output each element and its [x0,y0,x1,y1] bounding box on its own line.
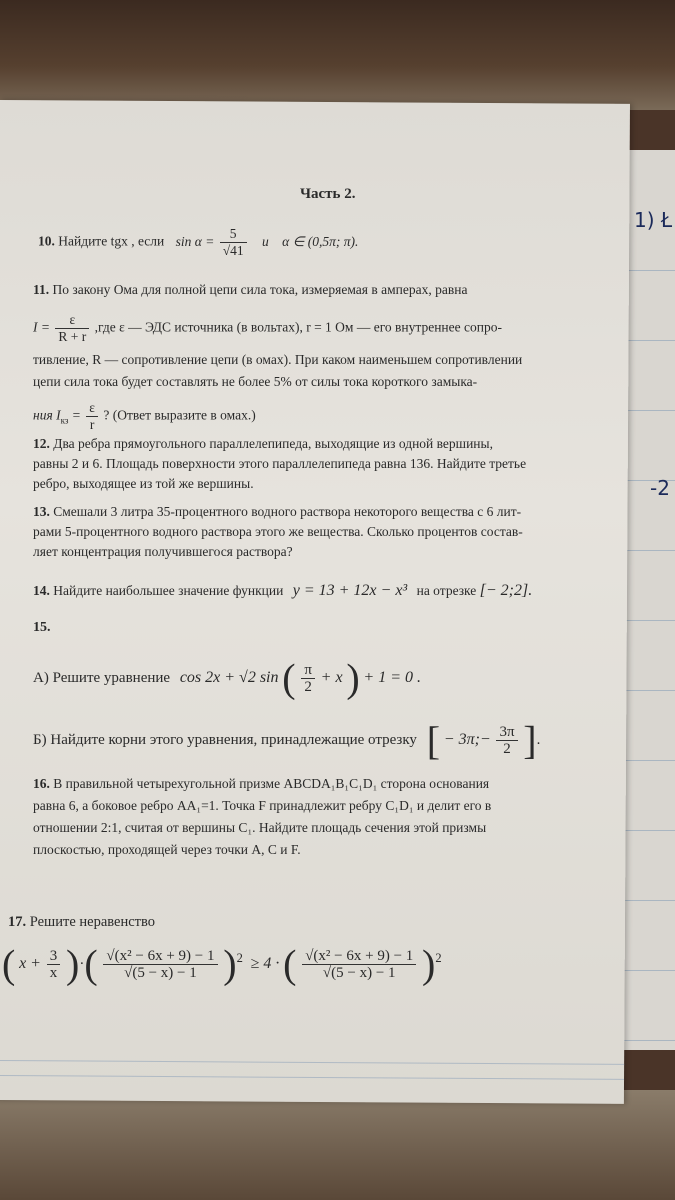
problem-17-inequality: ( x + $\frac{3}{x}$ )·( $\frac{\text{√(x² − 6x + 9) − 1}}{√(5 - x) - 1}$ )$^2$ ≥ 4 · ( $\frac{\text{√(x² − 6x + 9) − 1}}{√(5 - x) - 1}$ )$^2$ [2,941,442,987]
part-title: Часть 2. [300,186,356,202]
math-function: y = 13 + 12x − x³ [292,582,408,599]
paren-close: ) [422,941,436,987]
numerator: 5 [220,226,247,243]
numerator: 3π [496,724,517,741]
subscript-kz: кз [60,415,69,426]
problem-11-line4: цепи сила тока будет составлять не более 5% от силы тока короткого замыка- [33,374,478,389]
problem-text: ? (Ответ выразите в омах.) [103,407,256,423]
fraction [301,662,315,695]
problem-11-line3: тивление, R — сопротивление цепи (в омах). При каком наименьшем сопротивлении [33,352,523,367]
paren-open: ( [84,941,98,987]
numerator: 3 [47,948,61,965]
problem-text: Б) Найдите корни этого уравнения, принадлежащие отрезку [33,731,417,748]
denominator: 2 [304,679,312,695]
denominator: r [89,417,95,432]
math-left: − 3π;− [443,730,491,748]
problem-number: 16. [33,776,50,791]
fraction [103,948,217,981]
math-plus-x: + x [320,668,343,686]
problem-text: Решите неравенство [29,914,155,930]
numerator: √(x² − 6x + 9) − 1 [103,948,217,965]
problem-16-line4: плоскостью, проходящей через точки A, C и F. [33,842,301,857]
paren-close: ) [223,941,237,987]
problem-15-number: 15. [33,620,51,635]
denominator: R + r [58,329,87,344]
problem-11-line1 [33,282,467,298]
problem-16-line3: отношении 2:1, считая от вершины C₁. Найдите площадь сечения этой призмы [33,820,487,835]
problem-15b: Б) Найдите корни этого уравнения, принадлежащие отрезку [ − 3π;− $\frac{3\pi}{2}$ ]. [33,717,541,763]
problem-12-line2: равны 2 и 6. Площадь поверхности этого параллелепипеда равна 136. Найдите третье [33,456,527,471]
problem-17-title [8,914,155,931]
exponent: 2 [236,950,243,965]
fraction [496,724,517,757]
bracket-open: [ [426,717,441,763]
problem-15a [33,655,421,701]
problem-text: Найдите tgx , если [58,233,165,249]
problem-text: По закону Ома для полной цепи сила тока, измеряемая в амперах, равна [52,282,468,297]
fraction [55,312,89,345]
denominator: √(5 − x) − 1 [124,965,197,981]
problem-13-line1 [33,504,521,520]
math-I-short: ния I [33,407,61,423]
problem-text: В правильной четырехугольной призме ABCDA₁B₁C₁D₁ сторона основания [53,776,490,791]
problem-number: 13. [33,504,50,519]
problem-12-line1 [33,436,493,452]
conjunction: и [261,233,269,249]
paren-close: ) [346,655,360,701]
problem-text: ,где ε — ЭДС источника (в вольтах), r = 1 Ом — его внутреннее сопро- [94,319,502,335]
problem-text: А) Решите уравнение [33,669,171,686]
math-I: I = [33,319,50,335]
exponent: 2 [435,950,442,965]
paren-open: ( [2,941,16,987]
problem-16-line2: равна 6, а боковое ребро AA₁=1. Точка F принадлежит ребру C₁D₁ и делит его в [33,798,492,813]
math-condition: α ∈ (0,5π; π). [282,233,359,249]
handwritten-mark-top: 1) Ł [634,208,673,232]
denominator: √(5 − x) − 1 [322,965,396,981]
problem-text: Найдите наибольшее значение функции [53,583,284,598]
problem-text: Два ребра прямоугольного параллелепипеда, выходящие из одной вершины, [53,436,493,451]
problem-14 [33,582,532,600]
numerator: ε [55,312,89,329]
numerator: ε [86,400,98,417]
exam-content [0,100,630,1100]
math-right: + 1 = 0 . [363,668,421,686]
problem-13-line2: рами 5-процентного водного раствора этого же вещества. Сколько процентов состав- [33,524,523,539]
numerator: √(x² − 6x + 9) − 1 [302,948,416,965]
handwritten-mark-mid: -2 [650,476,670,500]
problem-number: 14. [33,583,50,598]
problem-number: 10. [38,233,55,249]
paren-close: ) [65,941,80,987]
math-x-plus: x + [19,954,41,972]
problem-number: 11. [33,282,50,297]
math-eq: = [71,407,81,423]
numerator: π [301,662,315,679]
problem-12-line3: ребро, выходящее из той же вершины. [33,476,254,491]
fraction [86,400,98,433]
problem-16-line1 [33,776,489,792]
paren-open: ( [282,655,296,701]
segment-text: на отрезке [416,583,477,598]
background-bottom [0,1090,675,1200]
denominator: √41 [222,243,244,258]
denominator: 2 [503,741,511,757]
bracket-close: ] [523,717,537,763]
fraction [302,948,416,981]
problem-11-line5 [33,400,256,433]
math-sin: sin α = [175,233,215,249]
problem-13-line3: ляет концентрация получившегося раствора? [33,544,293,559]
problem-10 [38,226,358,259]
paren-open: ( [283,941,297,987]
fraction [220,226,247,259]
problem-number: 12. [33,436,50,451]
problem-text: Смешали 3 литра 35-процентного водного раствора некоторого вещества с 6 лит- [53,504,522,519]
denominator: x [49,965,58,981]
math-left: cos 2x + √2 sin [179,668,279,686]
math-ge: ≥ 4 · [250,954,280,972]
problem-11-line2 [33,312,502,345]
problem-number: 17. [8,914,27,930]
background-top [0,0,675,110]
fraction [47,948,61,981]
math-segment: [− 2;2]. [479,582,533,599]
